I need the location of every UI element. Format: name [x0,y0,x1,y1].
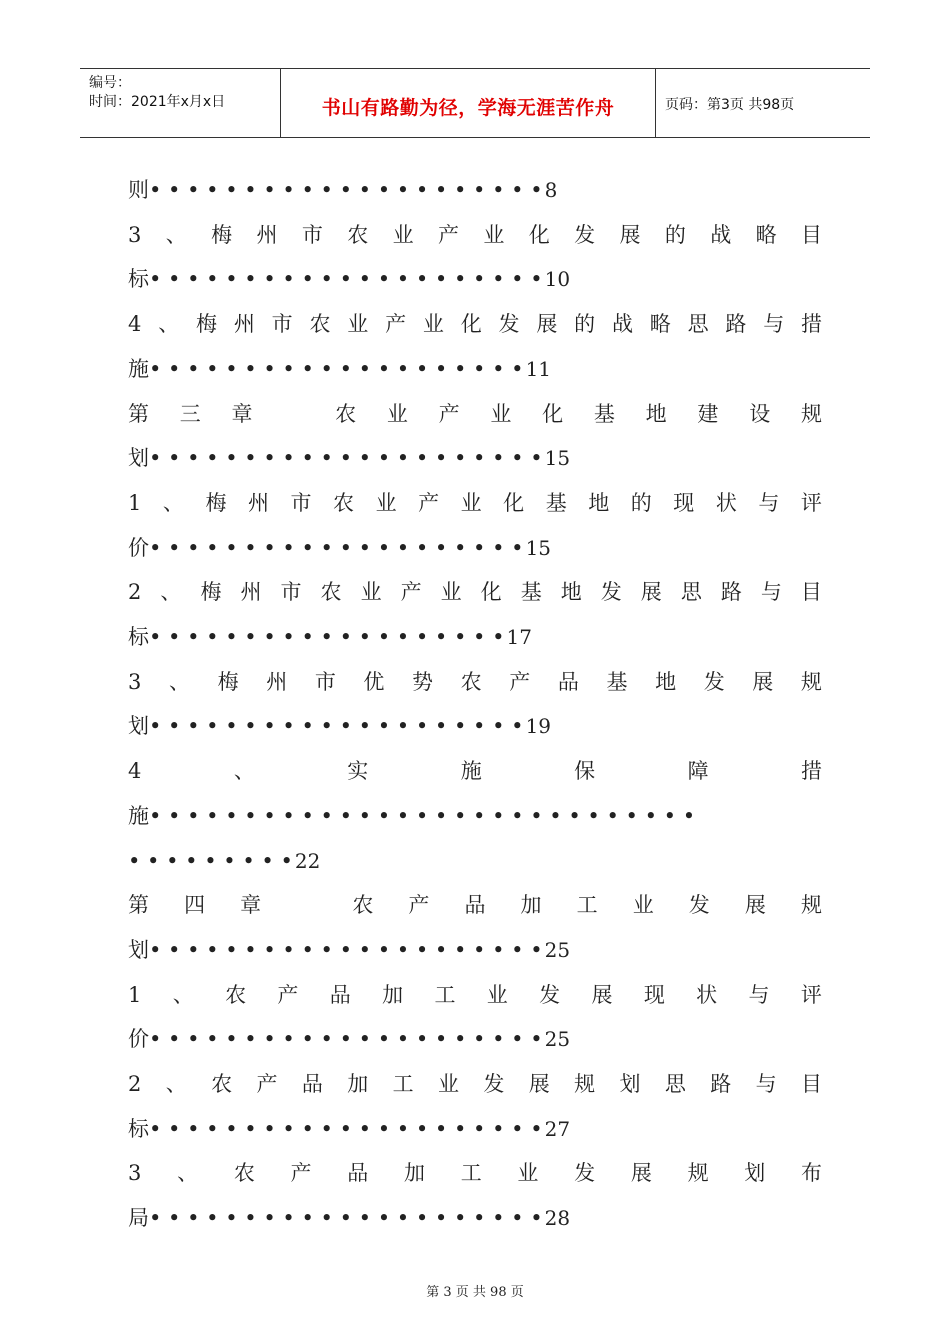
toc-char: 目 [801,222,822,247]
toc-char: 3 [128,1161,142,1186]
toc-line [128,354,822,384]
page-info: 页码：第3页 共98页 [665,97,795,113]
toc-char: 市 [290,490,312,515]
toc-char: 与 [760,580,782,605]
toc-char: 展 [528,1072,550,1096]
toc-line [128,801,822,831]
toc-char: 农 [352,893,374,918]
toc-title: 标 [128,625,149,649]
toc-char: 农 [233,1161,255,1186]
toc-char: 化 [528,222,550,247]
toc-char: 发 [574,222,596,247]
toc-char: 产 [385,312,407,337]
toc-title: 划 [128,446,149,471]
toc-leader-dots: • • • • • • • • • • • • • • • • • • • • [149,714,524,739]
toc-char: 州 [240,580,262,605]
toc-char: 现 [643,982,665,1007]
toc-char: 产 [408,893,430,918]
toc-char: 思 [680,580,702,605]
toc-char: 布 [801,1161,822,1186]
toc-char: 基 [545,490,567,515]
toc-char: 、 [233,759,255,784]
toc-char: 3 [128,669,142,694]
toc-char: 实 [347,759,369,784]
toc-char [283,399,304,429]
toc-line [128,667,822,697]
toc-char: 措 [801,312,822,337]
toc-char: 、 [160,580,182,605]
toc-line [128,175,822,205]
toc-char: 发 [498,312,520,337]
toc-title: 标 [128,1116,149,1141]
toc-page-number: 28 [544,1206,571,1231]
toc-char: 工 [392,1072,414,1096]
toc-char: 思 [664,1072,686,1096]
toc-leader-dots: • • • • • • • • • • • • • • • • • • • • • [149,178,543,202]
toc-char: 与 [748,982,770,1007]
toc-char: 市 [301,222,323,247]
toc-char: 2 [128,1072,142,1096]
toc-char: 展 [536,312,558,337]
toc-char: 的 [664,222,686,247]
toc-page-number: 15 [525,535,552,560]
toc-leader-dots: • • • • • • • • • • • • • • • • • • • • • [149,937,543,962]
toc-char: 梅 [217,669,239,694]
toc-char: 业 [490,401,512,426]
toc-char: 展 [744,893,766,918]
toc-char: 业 [347,312,369,337]
header-page-cell [655,69,870,137]
toc-title: 价 [128,535,149,560]
toc-char: 梅 [200,580,222,605]
toc-leader-dots: • • • • • • • • • • • • • • • • • • • • • [149,1116,543,1141]
toc-char: 建 [697,401,719,426]
toc-char: 化 [503,490,525,515]
toc-char: 现 [673,490,695,515]
toc-char: 划 [619,1072,641,1096]
toc-char: 、 [165,222,187,247]
toc-title: 标 [128,267,149,292]
time-label: 时间：2021年x月x日 [89,94,226,110]
toc-char: 业 [486,982,508,1007]
toc-char: 势 [412,669,434,694]
toc-char: 优 [363,669,385,694]
toc-char: 规 [800,893,822,918]
toc-line [128,399,822,429]
toc-char: 农 [347,222,369,247]
page-footer: 第 3 页 共 98 页 [426,1285,524,1300]
toc-line [128,1203,822,1233]
header-meta-cell [80,69,280,137]
toc-char: 与 [763,312,785,337]
toc-char: 2 [128,580,142,605]
toc-line [128,443,822,473]
page-header [80,68,870,138]
toc-char: 规 [687,1161,709,1186]
toc-char: 品 [464,893,486,918]
toc-page-number: 17 [506,625,532,649]
toc-char: 发 [539,982,561,1007]
toc-char: 目 [800,580,822,605]
toc-char: 农 [333,490,355,515]
toc-char: 路 [720,580,742,605]
toc-char: 、 [168,669,190,694]
toc-char: 市 [314,669,336,694]
toc-char: 农 [460,669,482,694]
toc-char: 品 [347,1161,369,1186]
toc-char: 州 [266,669,288,694]
toc-title: 价 [128,1027,149,1052]
toc-char: 状 [696,982,718,1007]
toc-char: 梅 [196,312,217,337]
toc-char: 市 [280,580,302,605]
toc-page-number: 27 [544,1116,571,1141]
toc-char: 地 [588,490,610,515]
toc-char: 规 [800,669,822,694]
toc-char: 评 [800,982,822,1007]
toc-char: 、 [158,312,180,337]
toc-char: 州 [247,490,269,515]
toc-char: 设 [749,401,771,426]
toc-char: 与 [758,490,780,515]
toc-char: 业 [632,893,654,918]
toc-char: 状 [715,490,737,515]
toc-char: 业 [438,1072,459,1096]
toc-leader-dots: • • • • • • • • • • • • • • • • • • • [149,625,505,649]
toc-char: 展 [630,1161,652,1186]
toc-char: 、 [172,982,194,1007]
toc-char: 产 [290,1161,312,1186]
toc-char: 农 [211,1072,233,1096]
toc-char: 农 [335,401,357,426]
toc-char: 加 [382,982,404,1007]
toc-char: 发 [574,1161,596,1186]
toc-char: 展 [752,669,774,694]
toc-title: 施 [128,803,149,828]
toc-line [128,533,822,563]
toc-char: 产 [418,490,440,515]
toc-char: 划 [744,1161,766,1186]
toc-char: 思 [687,312,709,337]
toc-char: 业 [440,580,462,605]
toc-char: 地 [645,401,667,426]
toc-char: 业 [460,490,482,515]
toc-char: 梅 [205,490,227,515]
toc-line [128,264,822,294]
toc-char: 业 [360,580,382,605]
toc-char: 品 [557,669,579,694]
toc-char: 产 [256,1072,278,1096]
toc-page-number: 11 [525,356,552,381]
toc-char: 、 [162,490,184,515]
toc-leader-dots: • • • • • • • • • • • • • • • • • • • • • • • • • • • • • [149,803,696,828]
toc-line [128,309,822,339]
toc-char: 章 [231,401,253,426]
motto-text: 书山有路勤为径，学海无涯苦作舟 [321,97,615,119]
toc-leader-dots: • • • • • • • • • • • • • • • • • • • • • [149,1206,543,1231]
toc-char: 产 [438,401,460,426]
toc-line [128,1158,822,1188]
toc-line [128,488,822,518]
toc-leader-dots: • • • • • • • • • • • • • • • • • • • • • [149,267,543,292]
toc-char: 工 [576,893,598,918]
toc-char: 第 [128,401,149,426]
toc-char: 三 [179,401,201,426]
toc-char: 展 [619,222,641,247]
toc-char: 发 [703,669,725,694]
toc-char: 第 [128,893,149,918]
toc-char: 加 [347,1072,369,1096]
toc-char: 地 [560,580,582,605]
toc-char: 四 [184,893,206,918]
toc-char: 产 [400,580,422,605]
toc-char: 基 [606,669,628,694]
toc-page-number: 8 [544,178,558,202]
toc-page-number: 10 [544,267,571,292]
toc-page-number: 25 [544,937,571,962]
toc-title: 局 [128,1206,149,1231]
toc-char: 评 [800,490,822,515]
toc-char: 化 [480,580,502,605]
toc-char: 规 [574,1072,596,1096]
toc-char: 业 [517,1161,539,1186]
toc-char: 发 [483,1072,505,1096]
toc-char: 产 [509,669,531,694]
toc-char: 施 [460,759,482,784]
toc-leader-dots: • • • • • • • • • • • • • • • • • • • • [149,535,524,560]
toc-char: 战 [710,222,732,247]
header-motto-cell [280,69,656,137]
toc-char: 1 [128,490,142,515]
toc-char: 农 [225,982,247,1007]
toc-char: 梅 [211,222,233,247]
toc-char: 的 [574,312,596,337]
toc-char: 业 [386,401,408,426]
toc-char: 的 [630,490,652,515]
toc-char: 措 [801,759,822,784]
toc-char: 略 [649,312,671,337]
toc-char: 、 [165,1072,187,1096]
toc-char: 略 [755,222,777,247]
toc-char [296,890,317,920]
toc-char: 路 [725,312,747,337]
toc-line [128,577,822,607]
toc-line [128,980,822,1010]
toc-char: 产 [438,222,459,247]
toc-char: 工 [434,982,456,1007]
toc-char: 4 [128,312,142,337]
toc-leader-dots: • • • • • • • • • • • • • • • • • • • • • [149,446,543,471]
toc-title: 划 [128,937,149,962]
toc-char: 保 [574,759,596,784]
toc-char: 产 [277,982,299,1007]
toc-line [128,220,822,250]
toc-char: 展 [591,982,613,1007]
toc-char: 加 [403,1161,425,1186]
toc-char: 州 [233,312,255,337]
toc-line [128,622,822,652]
toc-line [128,935,822,965]
toc-char: 与 [755,1072,777,1096]
toc-title: 则 [128,178,149,202]
toc-line [128,1069,822,1099]
toc-char: 业 [375,490,397,515]
toc-page-number: 25 [544,1027,571,1052]
toc-char: 1 [128,982,142,1007]
toc-char: 障 [687,759,709,784]
toc-leader-dots: • • • • • • • • • • • • • • • • • • • • [149,356,524,381]
toc-char: 规 [800,401,822,426]
toc-char: 业 [422,312,444,337]
toc-page-number: 19 [525,714,552,739]
toc-char: 市 [271,312,293,337]
toc-char: 目 [801,1072,822,1096]
toc-leader-dots: • • • • • • • • • • • • • • • • • • • • • [149,1027,543,1052]
toc-char: 战 [611,312,633,337]
toc-char: 基 [520,580,542,605]
toc-line [128,890,822,920]
toc-char: 路 [710,1072,732,1096]
toc-char: 展 [640,580,662,605]
toc-char: 化 [542,401,564,426]
toc-title: 划 [128,714,149,739]
toc-line [128,711,822,741]
toc-char: 加 [520,893,542,918]
toc-char: 地 [655,669,677,694]
toc-char: 业 [392,222,414,247]
toc-char: 品 [301,1072,323,1096]
toc-char: 品 [329,982,351,1007]
toc-char: 工 [460,1161,482,1186]
toc-line [128,846,822,876]
toc-char: 州 [256,222,278,247]
toc-title: 施 [128,356,149,381]
toc-char: 基 [593,401,615,426]
toc-page-number: 22 [294,848,321,873]
toc-char: 、 [177,1161,199,1186]
toc-char: 农 [309,312,331,337]
toc-char: 3 [128,222,142,247]
toc-char: 发 [688,893,710,918]
toc-char: 化 [460,312,482,337]
serial-label: 编号： [89,75,131,91]
toc-char: 章 [240,893,262,918]
toc-char: 农 [320,580,342,605]
toc-line [128,1114,822,1144]
toc-page-number: 15 [544,446,571,471]
toc-char: 业 [483,222,505,247]
toc-line [128,756,822,786]
toc-char: 发 [600,580,622,605]
toc-char: 4 [128,759,142,784]
toc-leader-dots: • • • • • • • • • [128,848,293,873]
toc-line [128,1024,822,1054]
